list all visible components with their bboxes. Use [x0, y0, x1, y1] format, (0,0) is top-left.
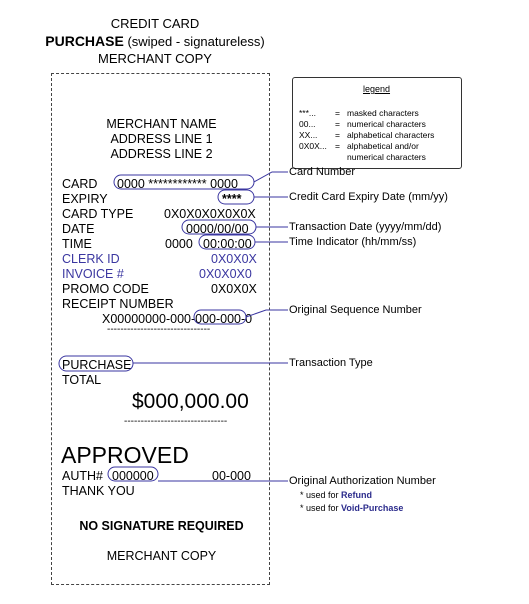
annotation-time-indicator: Time Indicator (hh/mm/ss): [289, 236, 417, 248]
used-for-void-purchase: Void-Purchase: [341, 503, 404, 513]
no-signature-required: NO SIGNATURE REQUIRED: [79, 519, 244, 533]
annotation-transaction-type: Transaction Type: [289, 357, 373, 369]
merchant-name: MERCHANT NAME: [106, 117, 217, 131]
promo-code-value: 0X0X0X: [211, 282, 257, 296]
auth-value: 000000: [112, 469, 154, 483]
card-label: CARD: [62, 177, 98, 191]
legend-symbol-alnum: 0X0X...: [299, 141, 327, 151]
legend-meaning-alpha: alphabetical characters: [347, 130, 435, 140]
card-number-highlight: [114, 175, 254, 189]
invoice-value: 0X0X0X0: [199, 267, 252, 281]
legend-symbol-numeric: 00...: [299, 119, 316, 129]
total-value: $000,000.00: [132, 390, 249, 413]
time-label: TIME: [62, 237, 92, 251]
time-value: 00:00:00: [203, 237, 252, 251]
sequence-connector: [246, 310, 288, 317]
used-for-prefix: * used for: [300, 490, 342, 500]
legend-eq: =: [335, 108, 340, 118]
annotation-auth-number: Original Authorization Number: [289, 475, 436, 487]
time-prefix: 0000: [165, 237, 193, 251]
auth-number-highlight: [108, 467, 158, 481]
card-type-value: 0X0X0X0X0X0X: [164, 207, 256, 221]
legend-meaning-alnum-cont: numerical characters: [347, 152, 426, 162]
receipt-number-value: X00000000-000-000-000-0: [102, 312, 253, 326]
legend-eq: =: [335, 130, 340, 140]
expiry-value: ****: [222, 192, 242, 206]
legend-meaning-numeric: numerical characters: [347, 119, 426, 129]
legend-meaning-masked: masked characters: [347, 108, 419, 118]
annotation-used-for-refund: [300, 490, 372, 500]
annotation-card-number: Card Number: [289, 166, 356, 178]
annotation-sequence: Original Sequence Number: [289, 304, 422, 316]
thank-you: THANK YOU: [62, 484, 135, 498]
clerk-id-value: 0X0X0X: [211, 252, 257, 266]
annotation-used-for-void: [300, 503, 403, 513]
date-highlight: [182, 220, 256, 234]
header-line1: CREDIT CARD: [110, 16, 200, 31]
card-type-label: CARD TYPE: [62, 207, 134, 221]
invoice-label: INVOICE #: [62, 267, 124, 281]
date-value: 0000/00/00: [186, 222, 249, 236]
separator-2: -------------------------------: [124, 416, 228, 427]
used-for-refund: Refund: [341, 490, 373, 500]
used-for-prefix: * used for: [300, 503, 342, 513]
receipt-number-label: RECEIPT NUMBER: [62, 297, 174, 311]
expiry-highlight: [218, 190, 254, 204]
transaction-type-highlight: [59, 356, 133, 371]
legend-meaning-alnum: alphabetical and/or: [347, 141, 419, 151]
legend-title: legend: [362, 84, 391, 94]
total-label: TOTAL: [62, 373, 102, 387]
annotation-expiry: Credit Card Expiry Date (mm/yy): [289, 191, 448, 203]
date-label: DATE: [62, 222, 95, 236]
auth-label: AUTH#: [62, 469, 103, 483]
header-line3: MERCHANT COPY: [98, 51, 212, 66]
legend-symbol-masked: ***...: [299, 108, 317, 118]
expiry-label: EXPIRY: [62, 192, 108, 206]
legend-symbol-alpha: XX...: [299, 130, 318, 140]
clerk-id-label: CLERK ID: [62, 252, 120, 266]
merchant-copy-footer: MERCHANT COPY: [106, 549, 217, 563]
separator-1: -------------------------------: [107, 324, 211, 335]
auth-suffix: 00-000: [212, 469, 251, 483]
header-line2-rest: (swiped - signatureless): [123, 34, 265, 49]
transaction-type: PURCHASE: [62, 358, 132, 372]
time-highlight: [199, 235, 255, 249]
legend-eq: =: [335, 119, 340, 129]
address-line-2: ADDRESS LINE 2: [110, 147, 213, 161]
sequence-highlight: [194, 310, 246, 324]
card-value: 0000 ************ 0000: [117, 177, 238, 191]
annotation-transaction-date: Transaction Date (yyyy/mm/dd): [289, 221, 442, 233]
approved-text: APPROVED: [61, 442, 189, 468]
card-number-connector: [254, 172, 288, 182]
address-line-1: ADDRESS LINE 1: [110, 132, 213, 146]
header-purchase-bold: PURCHASE: [45, 33, 124, 49]
promo-code-label: PROMO CODE: [62, 282, 149, 296]
legend-eq: =: [335, 141, 340, 151]
